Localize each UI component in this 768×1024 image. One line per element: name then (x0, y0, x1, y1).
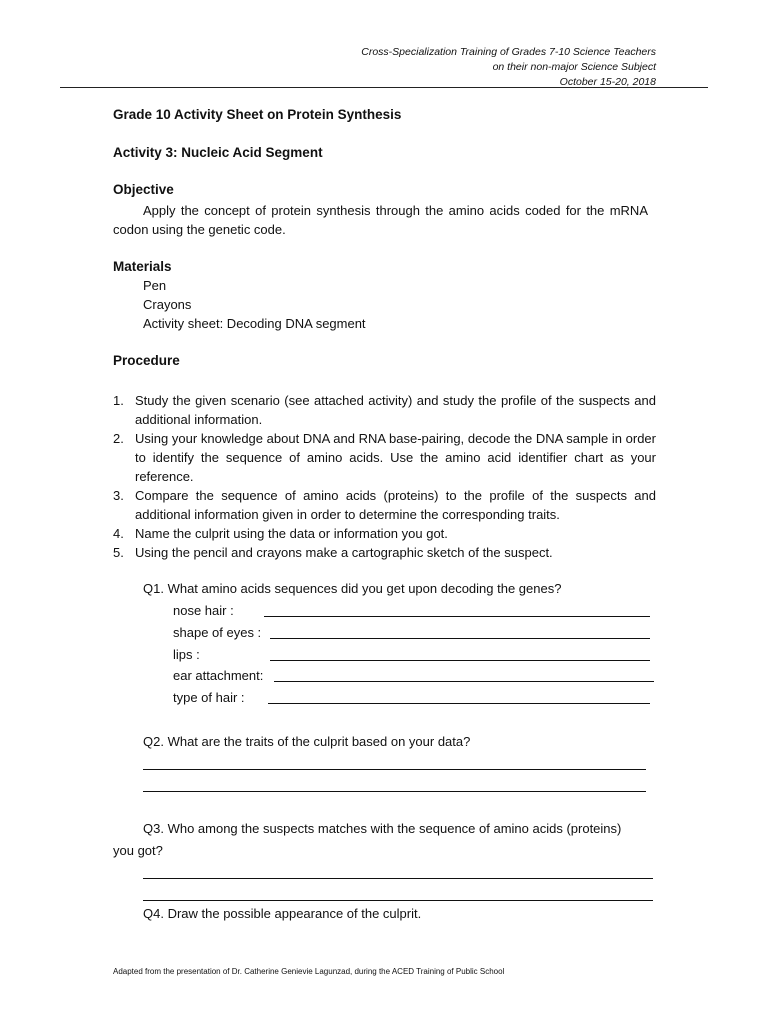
procedure-step (113, 429, 656, 486)
step-number: 4. (113, 526, 124, 541)
step-text: Study the given scenario (see attached activity) and study the profile of the suspects and additional information. (135, 393, 656, 427)
q3-question-cont: you got? (113, 843, 163, 858)
q1-question: Q1. What amino acids sequences did you get upon decoding the genes? (143, 581, 562, 596)
q2-answer-line[interactable] (143, 769, 646, 770)
q1-field-label: ear attachment: (173, 668, 264, 683)
q1-answer-line[interactable] (264, 616, 650, 617)
materials-heading: Materials (113, 259, 172, 274)
step-number: 3. (113, 488, 124, 503)
activity-title: Activity 3: Nucleic Acid Segment (113, 145, 323, 160)
procedure-heading: Procedure (113, 353, 180, 368)
page-title: Grade 10 Activity Sheet on Protein Synthesis (113, 107, 402, 122)
q1-answer-line[interactable] (274, 681, 654, 682)
step-number: 5. (113, 545, 124, 560)
q1-answer-line[interactable] (270, 638, 650, 639)
step-text: Name the culprit using the data or information you got. (135, 526, 448, 541)
procedure-step (113, 543, 656, 562)
header-date: October 15-20, 2018 (559, 76, 656, 88)
objective-text: Apply the concept of protein synthesis through the amino acids coded for the mRNA codon using the genetic code. (113, 203, 648, 237)
q1-answer-line[interactable] (270, 660, 650, 661)
material-item: Pen (143, 278, 167, 293)
q3-answer-line[interactable] (143, 900, 653, 901)
step-text: Using the pencil and crayons make a cartographic sketch of the suspect. (135, 545, 553, 560)
header-training-title: Cross-Specialization Training of Grades 7-10 Science Teachers (361, 46, 656, 58)
material-item: Crayons (143, 297, 192, 312)
step-text: Using your knowledge about DNA and RNA base-pairing, decode the DNA sample in order to identify the sequence of amino acids. Use the amino acid identifier chart as your reference. (135, 431, 656, 484)
q1-field-label: shape of eyes : (173, 625, 262, 640)
q2-question: Q2. What are the traits of the culprit based on your data? (143, 734, 471, 749)
q4-question: Q4. Draw the possible appearance of the culprit. (143, 906, 422, 921)
q1-field-label: lips : (173, 647, 200, 662)
q3-question: Q3. Who among the suspects matches with the sequence of amino acids (proteins) (143, 821, 622, 836)
objective-heading: Objective (113, 182, 174, 197)
q2-answer-line[interactable] (143, 791, 646, 792)
q1-answer-line[interactable] (268, 703, 650, 704)
q1-field-label: nose hair : (173, 603, 234, 618)
q3-answer-line[interactable] (143, 878, 653, 879)
step-number: 2. (113, 431, 124, 446)
header-divider (60, 87, 708, 88)
material-item: Activity sheet: Decoding DNA segment (143, 316, 366, 331)
procedure-step (113, 391, 656, 429)
procedure-step (113, 524, 656, 543)
header-subject-line: on their non-major Science Subject (492, 61, 656, 73)
step-number: 1. (113, 393, 124, 408)
footer-attribution: Adapted from the presentation of Dr. Catherine Genievie Lagunzad, during the ACED Training of Public School (113, 967, 505, 976)
procedure-step (113, 486, 656, 524)
step-text: Compare the sequence of amino acids (proteins) to the profile of the suspects and additional information given in order to determine the corresponding traits. (135, 488, 656, 522)
q1-field-label: type of hair : (173, 690, 245, 705)
